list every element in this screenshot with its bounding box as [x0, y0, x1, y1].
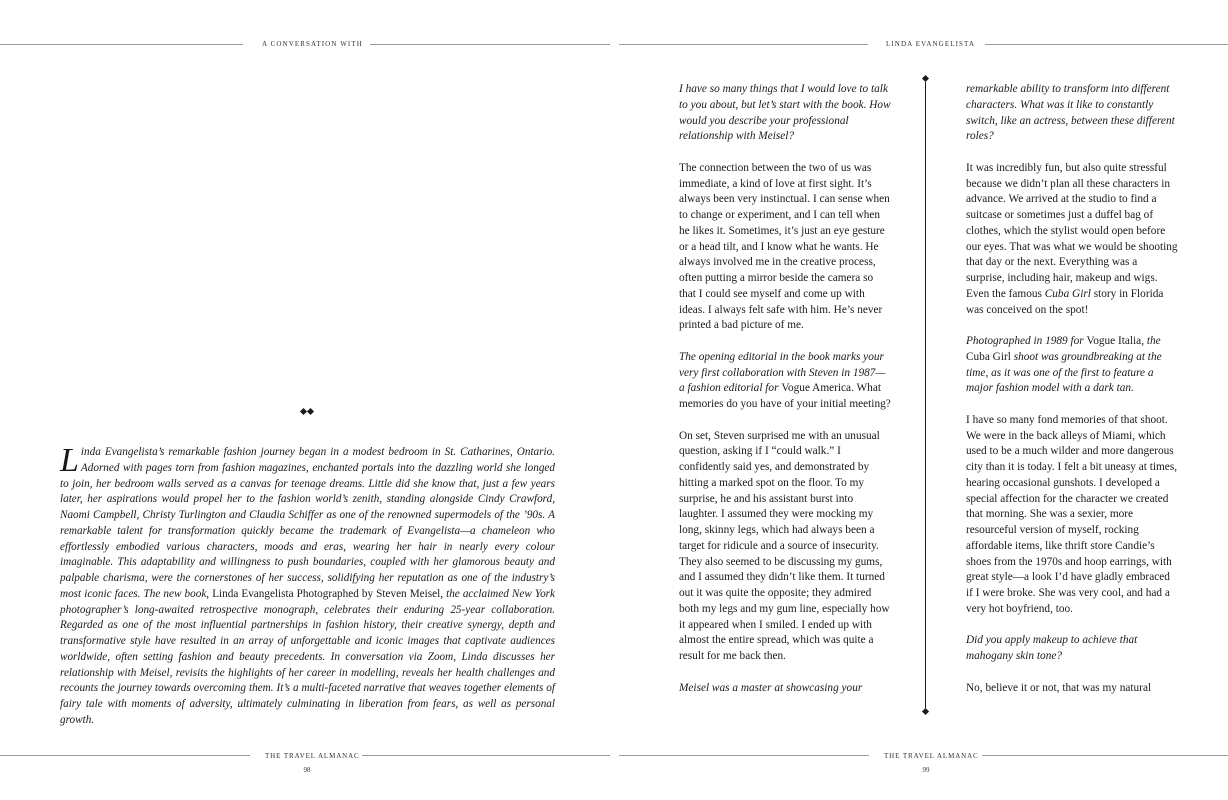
intro-text-part1: inda Evangelista’s remarkable fashion journey began in a modest bedroom in St. Catharines, Ontario. Adorned with pages torn from fashion magazines, enchanted portals into the dazzling world she longed to join, her bedroom walls served as a canvas for teenage dreams. Little did she know that, just a few years later, her aspirations would propel her to the fashion world’s zenith, standing alongside Cindy Crawford, Naomi Campbell, Christy Turlington and Claudia Schiffer as one of the renowned supermodels of the ’90s. A remarkable talent for transformation quickly became the trademark of Evangelista—a chameleon who effortlessly embodied various characters, moods and eras, wearing her hair in nearly every colour imaginable. This adaptability and willingness to push boundaries, coupled with her glamorous beauty and palpable charisma, were the cornerstones of her success, solidifying her reputation as one of the industry’s most iconic faces. The new book, [60, 446, 555, 600]
double-diamond-icon [300, 408, 316, 416]
interview-column-2 [966, 82, 1178, 712]
page-number-left: 98 [303, 766, 311, 774]
intro-paragraph [60, 442, 556, 729]
question-2-magazine: Vogue [781, 382, 810, 395]
answer-3-story: Cuba Girl [1044, 287, 1091, 300]
answer-3-part2: story in Florida was conceived on the spot! [966, 287, 1164, 316]
header-rule-left-outer [0, 44, 243, 45]
answer-1: The connection between the two of us was immediate, a kind of love at first sight. It’s always been very instinctual. I can sense when to change or experiment, and I can tell when he likes it. Sometimes, it’s just an eye gesture or a head tilt, and I know what he wants. He always involved me in the creative process, often putting a mirror beside the camera so that I could see myself and come up with ideas. I always felt safe with him. He’s never printed a bad picture of me. [679, 161, 890, 332]
footer-rule-left-inner [362, 755, 610, 756]
question-2-part2: America. What memories do you have of your initial meeting? [679, 382, 891, 410]
answer-3 [966, 161, 1178, 319]
column-divider-top-diamond-icon [922, 75, 929, 82]
answer-4: I have so many fond memories of that shoot. We were in the back alleys of Miami, which used to be a much wilder and more dangerous city than it is today. I felt a bit uneasy at times, hearing occasional gunshots. I developed a special affection for the character we created that morning. She was a sexier, more resourceful version of myself, rocking affordable items, like thrift store Candie’s shoes from the 1970s and hoop earrings, with great style—a look I’d have gladly embraced if I were broke. She was very cool, and had a very hot boyfriend, too. [966, 413, 1178, 615]
question-4-part1: Photographed in 1989 for [966, 335, 1087, 347]
answer-2: On set, Steven surprised me with an unusual question, asking if I “could walk.” I confidently said yes, and demonstrated by hitting a marked spot on the floor. To my surprise, he and his assistant burst into laughter. I assumed they were mocking my long, skinny legs, which had always been a target for ridicule and a source of insecurity. They also seemed to be discussing my gums, and I assumed they didn’t like them. It turned out it was quite the opposite; they admired both my legs and my gum line, especially how it appeared when I smiled. I ended up with almost the entire spread, which was quite a result for me back then. [679, 429, 890, 662]
column-divider [925, 82, 926, 708]
footer-right-title: THE TRAVEL ALMANAC [884, 752, 979, 760]
question-4-part3: shoot was groundbreaking at the time, as it was one of the first to feature a major fashion model with a dark tan. [966, 350, 1162, 395]
interview-column-1 [679, 82, 891, 712]
footer-rule-right-outer [982, 755, 1228, 756]
drop-cap: L [60, 442, 79, 479]
header-rule-right-inner [619, 44, 868, 45]
question-5: Did you apply makeup to achieve that mahogany skin tone? [966, 634, 1138, 662]
question-3-start: Meisel was a master at showcasing your [679, 681, 863, 694]
header-rule-left-inner [370, 44, 610, 45]
question-4-magazine: Vogue Italia [1086, 335, 1142, 347]
header-left-title: A CONVERSATION WITH [262, 40, 363, 48]
question-2-part1: The opening editorial in the book marks your very first collaboration with Steven in 1987—a fashion editorial for [679, 350, 886, 395]
answer-3-part1: It was incredibly fun, but also quite stressful because we didn’t plan all these characters in advance. We arrived at the studio to find a suitcase or sometimes just a duffel bag of clothes, which the stylist would open before our eyes. That was what we would be shooting that day or the next. Everything was a surprise, including hair, makeup and wigs. Even the famous [966, 161, 1178, 300]
footer-left-title: THE TRAVEL ALMANAC [265, 752, 360, 760]
header-rule-right-outer [985, 44, 1228, 45]
page-number-right: 99 [922, 766, 930, 774]
footer-rule-left-outer [0, 755, 250, 756]
question-4-story: Cuba Girl [966, 350, 1011, 363]
question-2 [679, 350, 891, 413]
intro-text-part2: , the acclaimed New York photographer’s long-awaited retrospective monograph, celebrates their enduring 25-year collaboration. Regarded as one of the most influential partnerships in fashion history, their creative synergy, depth and transformative style have resulted in an array of unforgettable and iconic images that captivate audiences worldwide, often setting fashion and beauty precedents. In conversation via Zoom, Linda discusses her relationship with Meisel, revisits the highlights of her career in modelling, reveals her health challenges and recounts the journey towards overcoming them. It’s a multi-faceted narrative that weaves together elements of fairy tale with moments of adversity, ultimately culminating in liberation from fears, as well as personal growth. [60, 587, 556, 726]
header-right-title: LINDA EVANGELISTA [886, 40, 975, 48]
question-1: I have so many things that I would love to talk to you about, but let’s start with the book. How would you describe your professional relationship with Meisel? [679, 83, 891, 143]
question-4 [966, 334, 1178, 397]
column-divider-bottom-diamond-icon [922, 708, 929, 715]
question-3-continued: remarkable ability to transform into different characters. What was it like to constantly switch, like an actress, between these different roles? [966, 83, 1175, 143]
question-4-part2: , the [1141, 335, 1161, 347]
intro-book-title: Linda Evangelista Photographed by Steven Meisel [212, 587, 441, 600]
answer-5-start: No, believe it or not, that was my natural [966, 681, 1152, 694]
footer-rule-right-inner [619, 755, 869, 756]
